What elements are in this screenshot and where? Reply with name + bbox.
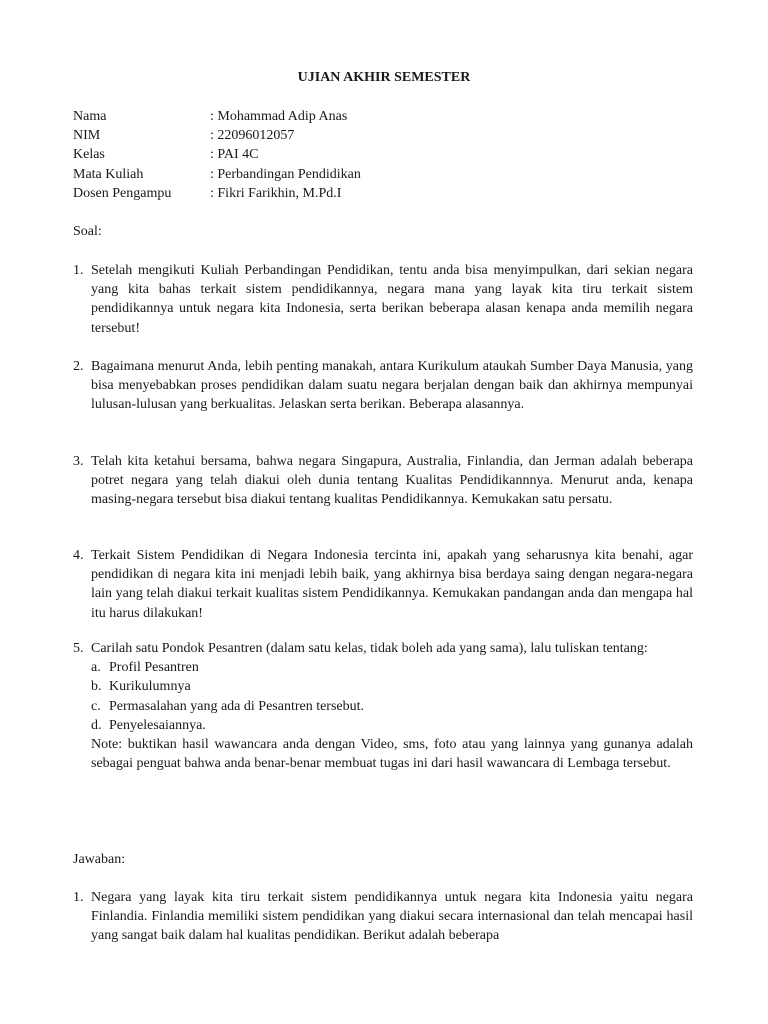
question-number: 3. — [73, 454, 84, 469]
identity-row-nama — [73, 107, 361, 126]
identity-row-kelas — [73, 145, 361, 164]
identity-value: : Mohammad Adip Anas — [210, 109, 348, 124]
question-4 — [73, 546, 693, 623]
question-note: Note: buktikan hasil wawancara anda dengan Video, sms, foto atau yang lainnya yang gunanya adalah sebagai penguat bahwa anda benar-benar membuat tugas ini dari hasil wawancara di Lembaga tersebut. — [91, 737, 693, 772]
sub-item-letter: b. — [91, 679, 102, 695]
answer-number: 1. — [73, 890, 84, 905]
question-2 — [73, 357, 693, 415]
question-text-block — [91, 639, 693, 773]
identity-block — [73, 107, 361, 203]
question-number: 5. — [73, 641, 84, 656]
sub-item-a — [91, 658, 693, 677]
question-number: 4. — [73, 548, 84, 563]
identity-value: : 22096012057 — [210, 128, 295, 144]
question-text: Carilah satu Pondok Pesantren (dalam satu kelas, tidak boleh ada yang sama), lalu tuliskan tentang: — [91, 641, 648, 656]
identity-row-nim — [73, 126, 361, 145]
document-title: UJIAN AKHIR SEMESTER — [297, 70, 471, 85]
question-5 — [73, 639, 693, 773]
question-text: Telah kita ketahui bersama, bahwa negara Singapura, Australia, Finlandia, dan Jerman adalah beberapa potret negara yang telah diakui oleh dunia tentang Kualitas Pendidikannnya. Menurut anda, kenapa masing-negara tersebut bisa diakui tentang kualitas Pendidikannya. Kemukakan satu persatu. — [91, 454, 693, 508]
question-text: Terkait Sistem Pendidikan di Negara Indonesia tercinta ini, apakah yang seharusnya kita benahi, agar pendidikan di negara kita ini menjadi lebih baik, yang akhirnya bisa berdaya saing dengan negara-negara lain yang telah diakui terkait kualitas sistem Pendidikannya. Kemukakan pandangan anda dan mengapa hal itu harus dilakukan! — [91, 548, 693, 621]
soal-heading: Soal: — [73, 224, 102, 239]
sub-item-text: Profil Pesantren — [109, 660, 199, 676]
identity-label: Dosen Pengampu — [73, 185, 172, 201]
identity-value: : PAI 4C — [210, 147, 259, 163]
identity-label: Nama — [73, 109, 107, 124]
jawaban-heading: Jawaban: — [73, 852, 126, 867]
answer-text: Negara yang layak kita tiru terkait sistem pendidikannya untuk negara kita Indonesia yaitu negara Finlandia. Finlandia memiliki sistem pendidikan yang diakui secara internasional dan telah mencapai hasil yang sangat baik dalam hal kualitas pendidikan. Berikut adalah beberapa — [91, 890, 693, 944]
sub-item-d — [91, 716, 693, 735]
identity-label: Kelas — [73, 147, 105, 163]
sub-item-text: Penyelesaiannya. — [109, 717, 206, 733]
sub-item-text: Kurikulumnya — [109, 679, 191, 695]
sub-item-text: Permasalahan yang ada di Pesantren tersebut. — [109, 698, 365, 714]
question-3 — [73, 452, 693, 510]
question-text: Setelah mengikuti Kuliah Perbandingan Pendidikan, tentu anda bisa menyimpulkan, dari sekian negara yang kita bahas terkait sistem pendidikannya, negara mana yang layak kita tiru terkait sistem pendidikannya untuk negara kita Indonesia, serta berikan beberapa alasan kenapa anda memilih negara tersebut! — [91, 263, 693, 336]
question-number: 2. — [73, 359, 84, 374]
identity-label: Mata Kuliah — [73, 166, 144, 182]
identity-value: : Fikri Farikhin, M.Pd.I — [210, 185, 342, 201]
answer-1 — [73, 888, 693, 946]
sub-item-letter: c. — [91, 698, 101, 714]
identity-row-mata-kuliah — [73, 165, 361, 184]
identity-row-dosen — [73, 184, 361, 203]
identity-value: : Perbandingan Pendidikan — [210, 166, 361, 182]
question-number: 1. — [73, 263, 84, 278]
identity-label: NIM — [73, 128, 101, 144]
sub-item-c — [91, 697, 693, 716]
question-text: Bagaimana menurut Anda, lebih penting manakah, antara Kurikulum ataukah Sumber Daya Manusia, yang bisa menyebabkan proses pendidikan dalam suatu negara berjalan dengan baik dan akhirnya mempunyai lulusan-lulusan yang berkualitas. Jelaskan serta berikan. Beberapa alasannya. — [91, 359, 693, 413]
sub-item-b — [91, 677, 693, 696]
question-1 — [73, 261, 693, 338]
sub-item-letter: d. — [91, 717, 102, 733]
sub-item-letter: a. — [91, 660, 101, 676]
